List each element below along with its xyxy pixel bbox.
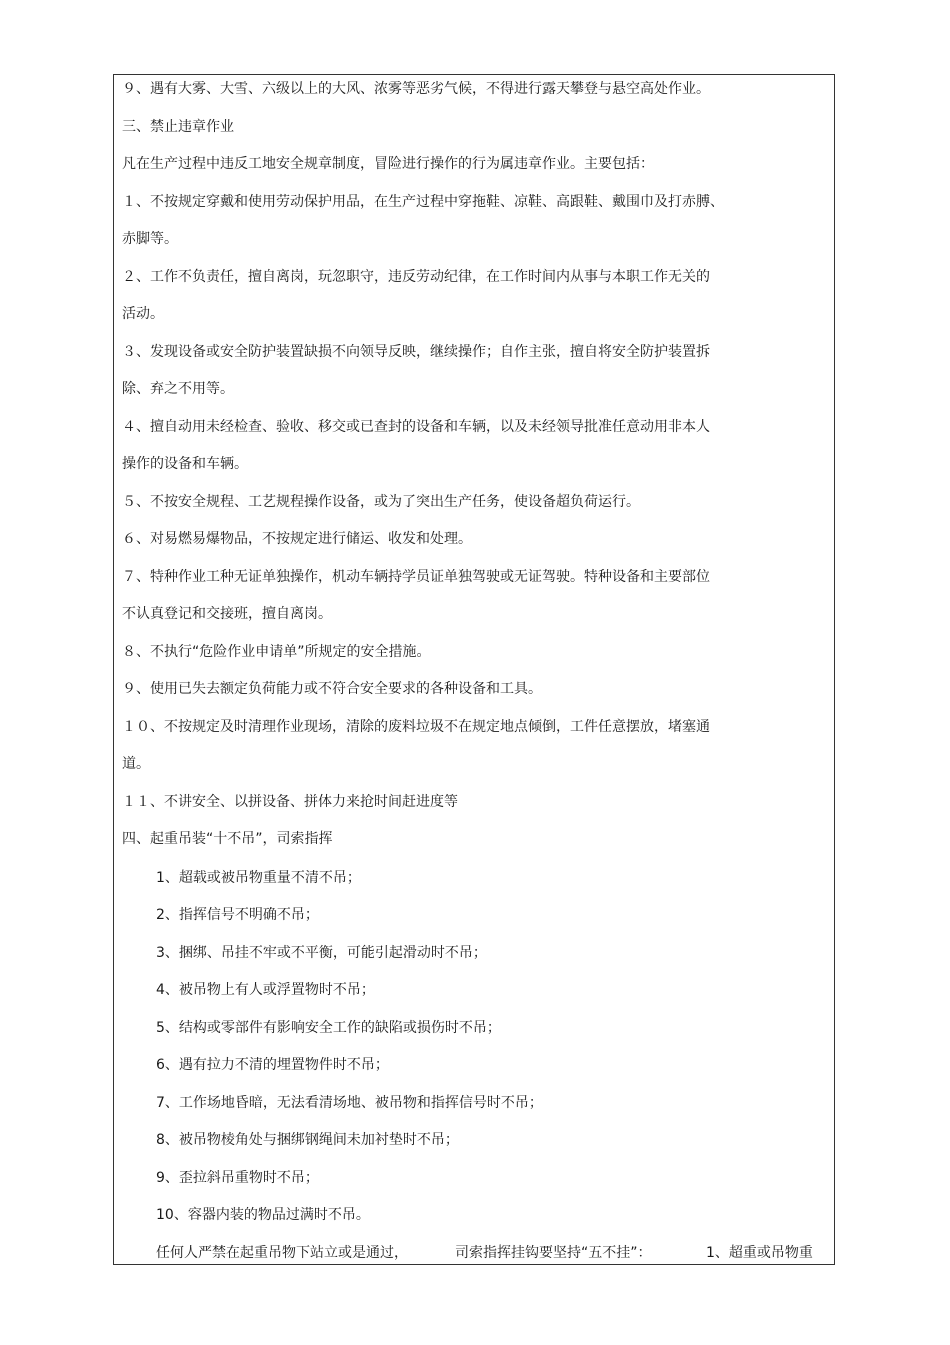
list-item: 10、容器内装的物品过满时不吊。 [156,1207,370,1223]
section-heading: 三、禁止违章作业 [122,119,234,135]
text-line-part: 1、超重或吊物重 [706,1245,813,1261]
text-line: 赤脚等。 [122,231,178,247]
text-line: ９、使用已失去额定负荷能力或不符合安全要求的各种设备和工具。 [122,681,542,697]
text-line: ３、发现设备或安全防护装置缺损不向领导反映，继续操作；自作主张，擅自将安全防护装置拆 [122,344,710,360]
text-line-part: 司索指挥挂钩要坚持“五不挂”： [455,1245,652,1261]
document-frame [113,74,835,1265]
list-item: 1、超载或被吊物重量不清不吊； [156,870,361,886]
list-item: 2、指挥信号不明确不吊； [156,907,319,923]
list-item: 9、歪拉斜吊重物时不吊； [156,1170,319,1186]
text-line: １１、不讲安全、以拼设备、拼体力来抢时间赶进度等 [122,794,458,810]
text-line: ６、对易燃易爆物品，不按规定进行储运、收发和处理。 [122,531,472,547]
text-line: 活动。 [122,306,164,322]
list-item: 3、捆绑、吊挂不牢或不平衡，可能引起滑动时不吊； [156,945,487,961]
text-line: 操作的设备和车辆。 [122,456,248,472]
text-line: ５、不按安全规程、工艺规程操作设备，或为了突出生产任务，使设备超负荷运行。 [122,494,640,510]
text-line: ７、特种作业工种无证单独操作，机动车辆持学员证单独驾驶或无证驾驶。特种设备和主要部位 [122,569,710,585]
text-line: ９、遇有大雾、大雪、六级以上的大风、浓雾等恶劣气候，不得进行露天攀登与悬空高处作业。 [122,81,710,97]
text-line: 除、弃之不用等。 [122,381,234,397]
text-line: 不认真登记和交接班，擅自离岗。 [122,606,332,622]
section-heading: 四、起重吊装“十不吊”，司索指挥 [122,831,333,847]
list-item: 6、遇有拉力不清的埋置物件时不吊； [156,1057,389,1073]
text-line: ８、不执行“危险作业申请单”所规定的安全措施。 [122,644,431,660]
list-item: 4、被吊物上有人或浮置物时不吊； [156,982,375,998]
text-line: ２、工作不负责任，擅自离岗，玩忽职守，违反劳动纪律，在工作时间内从事与本职工作无关的 [122,269,710,285]
list-item: 5、结构或零部件有影响安全工作的缺陷或损伤时不吊； [156,1020,501,1036]
text-line: 道。 [122,756,150,772]
text-line: 凡在生产过程中违反工地安全规章制度，冒险进行操作的行为属违章作业。主要包括： [122,156,654,172]
text-line: １、不按规定穿戴和使用劳动保护用品，在生产过程中穿拖鞋、凉鞋、高跟鞋、戴围巾及打赤膊、 [122,194,724,210]
text-line: １０、不按规定及时清理作业现场，清除的废料垃圾不在规定地点倾倒，工件任意摆放，堵塞通 [122,719,710,735]
list-item: 8、被吊物棱角处与捆绑钢绳间未加衬垫时不吊； [156,1132,459,1148]
text-line-part: 任何人严禁在起重吊物下站立或是通过， [156,1245,408,1261]
text-line: ４、擅自动用未经检查、验收、移交或已查封的设备和车辆，以及未经领导批准任意动用非本人 [122,419,710,435]
list-item: 7、工作场地昏暗，无法看清场地、被吊物和指挥信号时不吊； [156,1095,543,1111]
